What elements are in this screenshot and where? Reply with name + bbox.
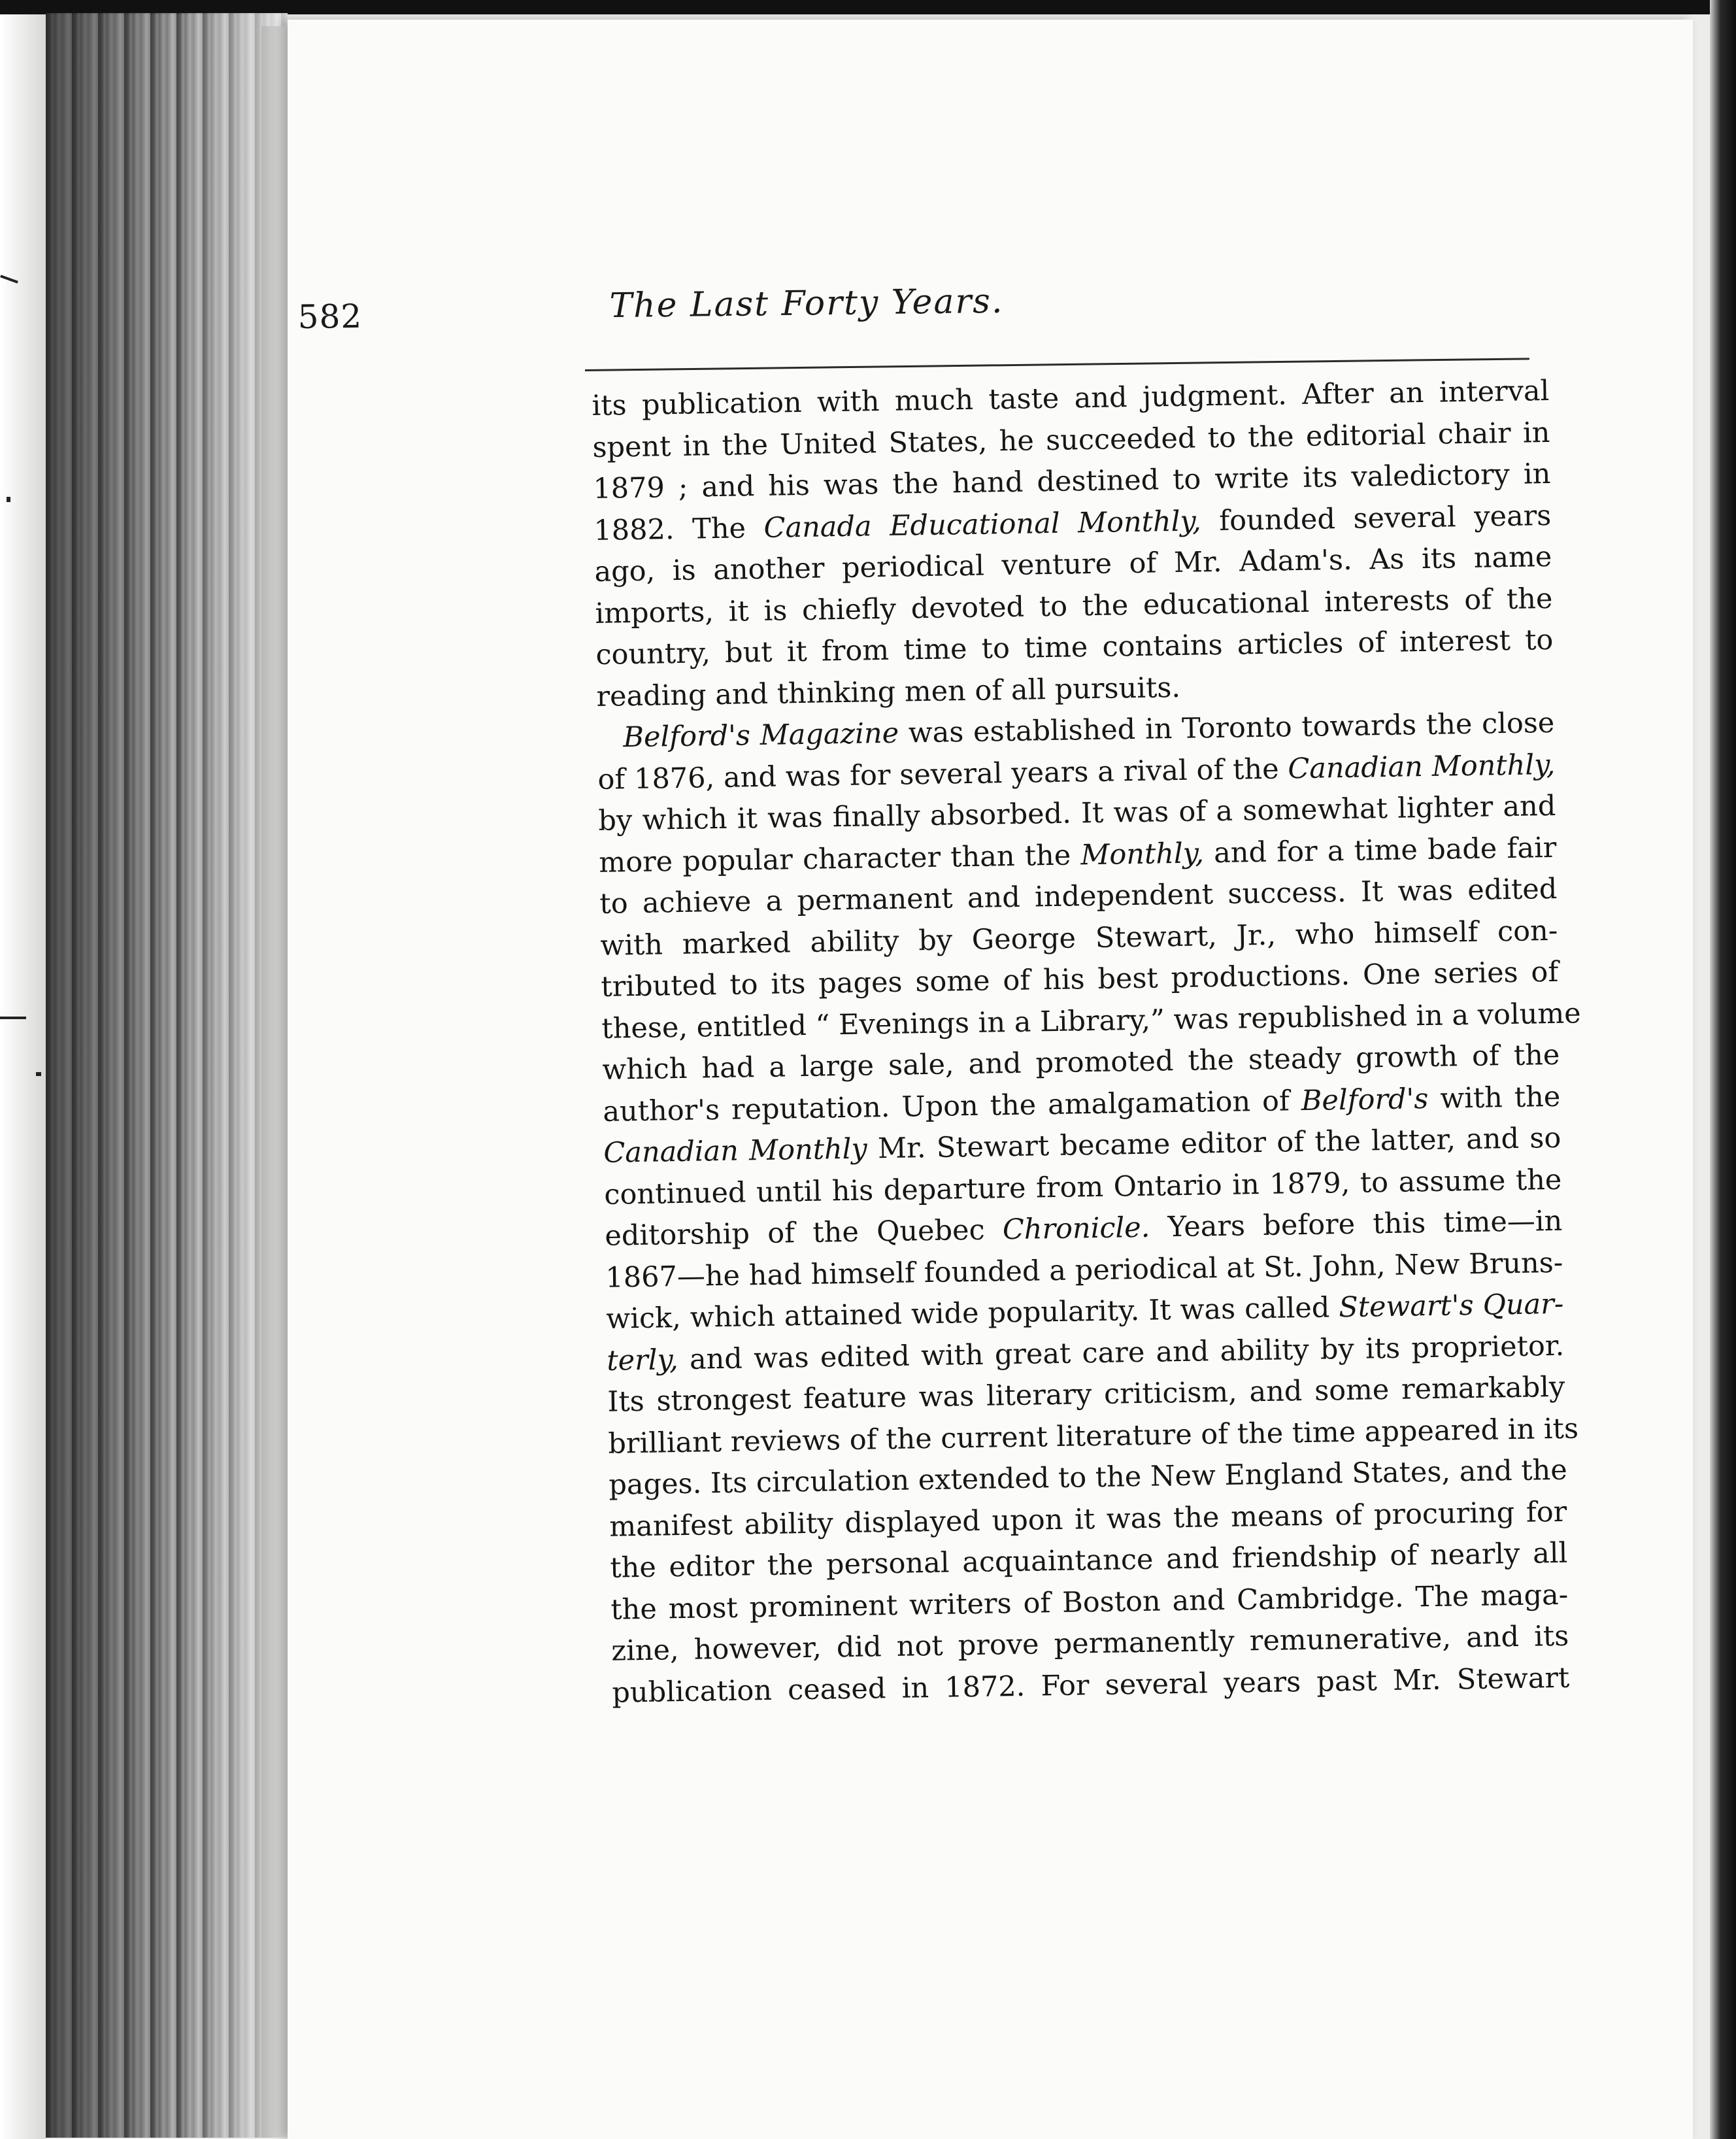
text-line: brilliant reviews of the current literature of the time appeared in its [608,1411,1579,1460]
text-line: to achieve a permanent and independent success. It was edited [599,872,1558,920]
text-run: author's reputation. Upon the amalgamation of [603,1084,1302,1128]
italic-title: Belford's [1301,1082,1429,1117]
text-run: editorship of the Quebec [605,1213,1003,1253]
page-number: 582 [297,297,363,336]
scan-artifact-mark [7,497,10,502]
text-run: and for a time bade fair [1203,831,1557,869]
italic-title: Canada Educational Monthly, [763,504,1202,545]
italic-title: Canadian Monthly, [1288,748,1556,785]
text-line: which had a large sale, and promoted the steady growth of the [602,1038,1560,1086]
text-line: imports, it is chiefly devoted to the educational interests of the [595,582,1553,630]
text-line: with marked ability by George Stewart, Jr., who himself con- [600,914,1558,962]
italic-title: Belford's Magazine [623,716,899,754]
text-run: and was edited with great care and ability by its proprietor. [678,1329,1565,1376]
page-stack-shading [46,13,288,2138]
scan-top-edge [0,0,1736,14]
text-line: publication ceased in 1872. For several years past Mr. Stewart [612,1661,1570,1710]
text-line: by which it was finally absorbed. It was of a somewhat lighter and [598,789,1556,837]
running-header [297,269,1239,340]
text-line: ago, is another periodical venture of Mr. Adam's. As its name [594,540,1552,588]
italic-title: terly, [607,1343,679,1377]
italic-title: Monthly, [1080,836,1205,871]
paragraph-2 [597,703,1581,1714]
text-run: of 1876, and was for several years a rival of the [597,752,1288,796]
text-line: these, entitled “ Evenings in a Library,” was republished in a volume [601,996,1581,1045]
text-line: Its strongest feature was literary criticism, and some remarkably [607,1370,1565,1419]
running-title: The Last Forty Years. [609,281,1004,326]
text-line: country, but it from time to time contains articles of interest to [595,623,1554,671]
italic-title: Canadian Monthly [603,1132,868,1170]
scan-artifact-mark [0,1017,26,1019]
body-text [592,371,1581,1714]
text-line: continued until his departure from Ontario in 1879, to assume the [604,1163,1562,1211]
text-run: was established in Toronto towards the close [898,706,1555,750]
text-run: with the [1427,1080,1561,1115]
paragraph-1 [592,371,1554,718]
italic-title: Chronicle. [1002,1211,1150,1247]
text-line: spent in the United States, he succeeded to the editorial chair in [592,416,1550,464]
text-line: pages. Its circulation extended to the New England States, and the [609,1453,1568,1502]
scan-right-edge [1710,0,1736,2139]
text-run: Mr. Stewart became editor of the latter, and so [867,1121,1561,1166]
scan-artifact-mark [36,1072,41,1076]
text-run: 1882. The [593,511,764,547]
text-run: more popular character than the [599,838,1081,879]
text-line: 1867—he had himself founded a periodical at St. John, New Bruns- [605,1246,1563,1294]
text-line: manifest ability displayed upon it was the means of procuring for [609,1495,1567,1543]
italic-title: Stewart's Quar- [1338,1287,1564,1324]
scan-left-margin [0,0,46,2139]
text-line: reading and thinking men of all pursuits. [596,671,1181,713]
text-line: 1879 ; and his was the hand destined to write its valedictory in [593,457,1551,505]
text-line: the most prominent writers of Boston and Cambridge. The maga- [610,1578,1569,1626]
text-run: founded several years [1201,499,1552,537]
text-line: the editor the personal acquaintance and friendship of nearly all [610,1536,1568,1585]
text-line: tributed to its pages some of his best productions. One series of [601,955,1559,1003]
text-run: Years before this time—in [1149,1204,1563,1244]
text-line: zine, however, did not prove permanently remunerative, and its [611,1619,1569,1668]
text-line: its publication with much taste and judgment. After an interval [592,374,1550,422]
text-run: wick, which attained wide popularity. It was called [606,1291,1339,1336]
